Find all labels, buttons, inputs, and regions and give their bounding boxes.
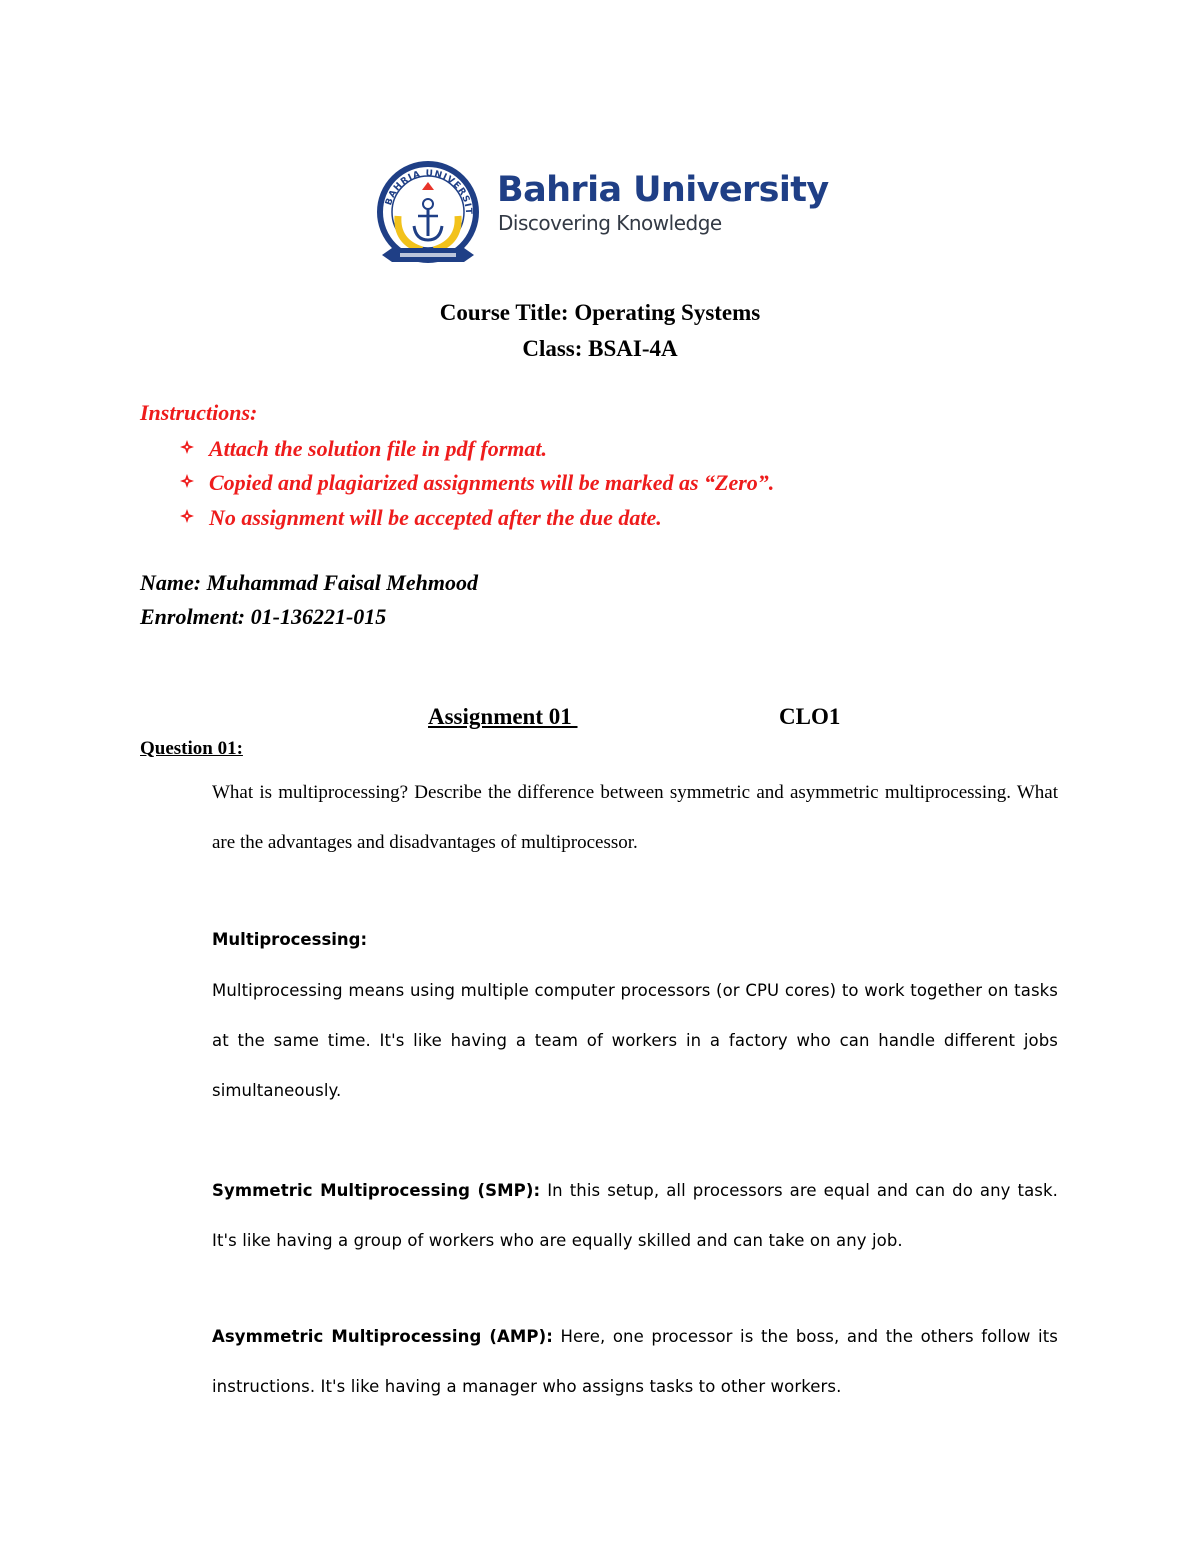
multiprocessing-paragraph: Multiprocessing means using multiple computer processors (or CPU cores) to work together on tasks at the same time. It's like having a team of workers in a factory who can handle different jobs simultaneously.: [212, 981, 1058, 1100]
svg-text:BAHRIA UNIVERSITY: BAHRIA UNIVERSIT: [384, 168, 474, 216]
assignment-title: Assignment 01: [428, 704, 578, 729]
university-name: Bahria University: [497, 170, 829, 210]
university-tagline: Discovering Knowledge: [498, 211, 722, 235]
smp-paragraph: [212, 1166, 1058, 1266]
instruction-text: Copied and plagiarized assignments will be marked as “Zero”.: [209, 470, 775, 495]
instruction-item: [180, 503, 662, 531]
amp-label: Asymmetric Multiprocessing (AMP):: [212, 1327, 553, 1346]
smp-label: Symmetric Multiprocessing (SMP):: [212, 1181, 541, 1200]
course-title: Course Title: Operating Systems: [439, 300, 761, 325]
student-enrolment: Enrolment: 01-136221-015: [140, 604, 387, 629]
diamond-bullet-icon: [180, 503, 194, 517]
instruction-text: No assignment will be accepted after the due date.: [209, 505, 662, 530]
amp-text: Here, one processor is the boss, and the others follow its instructions. It's like having a manager who assigns tasks to other workers.: [212, 1327, 1058, 1396]
university-seal-logo: [376, 160, 480, 266]
class-label: Class: BSAI-4A: [522, 336, 678, 361]
question-text: What is multiprocessing? Describe the difference between symmetric and asymmetric multiprocessing. What are the advantages and disadvantages of multiprocessor.: [212, 782, 1058, 853]
instructions-heading: Instructions:: [140, 400, 258, 425]
student-name: Name: Muhammad Faisal Mehmood: [140, 570, 478, 595]
instruction-text: Attach the solution file in pdf format.: [209, 436, 547, 461]
clo-label: CLO1: [779, 704, 841, 729]
diamond-bullet-icon: [180, 434, 194, 448]
amp-paragraph: [212, 1312, 1058, 1412]
instruction-item: [180, 468, 774, 496]
diamond-bullet-icon: [180, 468, 194, 482]
smp-text: In this setup, all processors are equal and can do any task. It's like having a group of workers who are equally skilled and can take on any job.: [212, 1181, 1059, 1250]
instruction-item: [180, 434, 547, 462]
multiprocessing-heading: Multiprocessing:: [212, 930, 368, 949]
question-heading: Question 01:: [140, 738, 243, 759]
